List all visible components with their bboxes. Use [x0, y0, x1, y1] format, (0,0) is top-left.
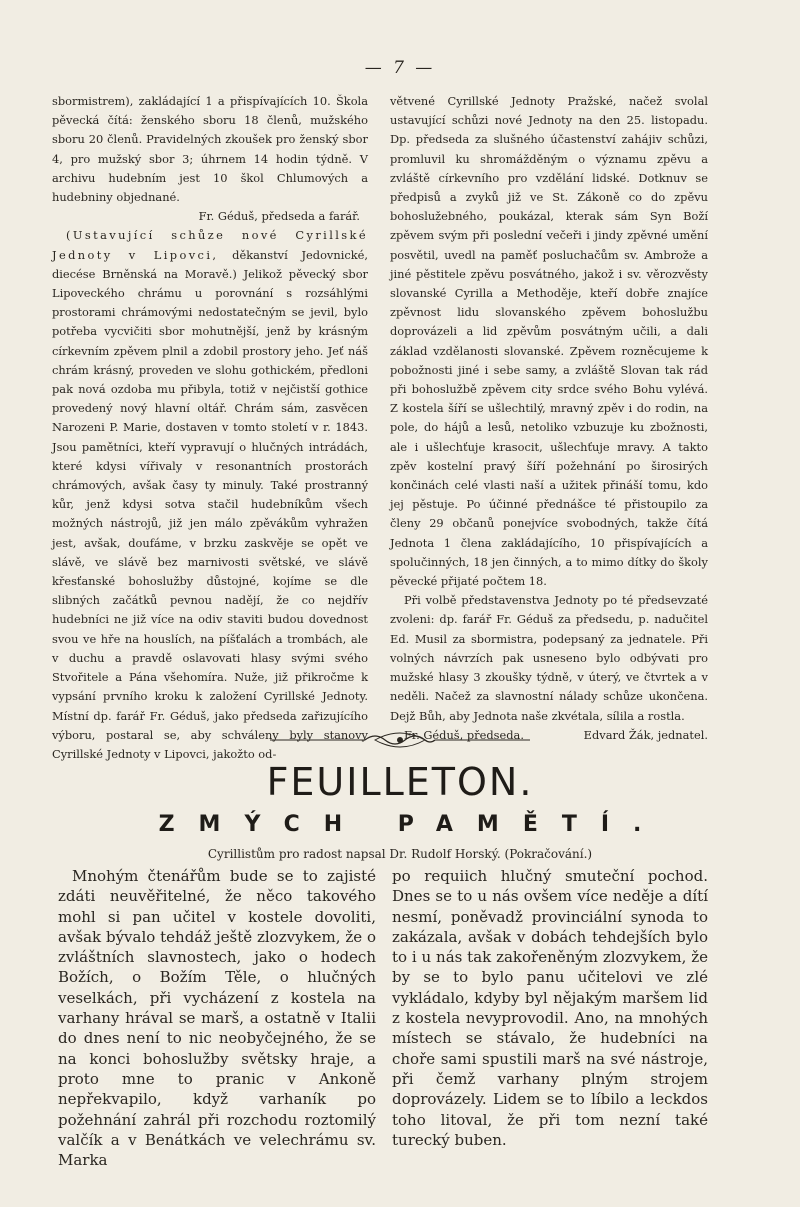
meeting-heading-spaced: (Ustavující schůze nové Cyrillské Jednoty v Lipovci, [52, 228, 368, 262]
feuilleton-right-text: po requiich hlučný smuteční pochod. Dnes se to u nás ovšem více neděje a dítí nesmí, poněvadž provinciální synoda to zakázala, avšak v dobách tehdejších bylo to i u nás tak zakořeněným zlozvykem, že by se to bylo panu učitelovi ve zlé vykládalo, kdyby byl nějakým maršem lid z kostela nevyprovodil. Ano, na mnohých místech se stávalo, že hudebníci na choře sami spustili marš na své nástroje, při čemž varhany plným strojem doprovázely. Lidem se to líbilo a leckdos toho litoval, že při tom nezní také turecký buben. [392, 867, 708, 1149]
right-column [390, 92, 708, 745]
feuilleton-subtitle: ZMÝCH PAMĚTÍ. [158, 812, 666, 837]
left-paragraph-2-text: děkanství Jedovnické, diecése Brněnská na Moravě.) Jelikož pěvecký sbor Lipoveckého chrámu u porovnání s rozsáhlými prostorami chrámovými nedostatečným se jevil, bylo potřeba vycvičiti sbor mohutnější, jenž by krásným církevním zpěvem plnil a zdobil prostory jeho. Jeť náš chrám krásný, proveden ve slohu gothickém, předloni pak nová ozdoba mu přibyla, totiž v nejčistší gothice provedený nový hlavní oltář. Chrám sám, zasvěcen Narozeni P. Marie, dostaven v tomto století v r. 1843. Jsou pamětníci, kteří vypravují o hlučných intrádách, které kdysi vířivaly v resonantních prostorách chrámových, avšak časy ty minuly. Také prostranný kůr, jenž kdysi sotva stačil hudebníkům všech možných nástrojů, již jen málo zpěvákům vyhražen jest, avšak, doufáme, v brzku zaskvěje se opět ve slávě, ve slávě bez marnivosti světské, ve slávě křesťanské bohoslužby důstojné, kojíme se dle slibných začátků pevnou nadějí, že co nejdřív hudebníci ne již více na odiv staviti budou dovednost svou ve hře na houslích, na píšťalách a trombách, ale v duchu a pravdě oslavovati hlasy svými svého Stvořitele a Pána všehomíra. Nuže, již přikročme k vypsání prvního kroku k založení Cyrillské Jednoty. Místní dp. farář Fr. Géduš, jako předseda zařizujícího výboru, postaral se, aby schváleny byly stanovy Cyrillské Jednoty v Lipovci, jakožto od- [52, 247, 368, 761]
right-paragraph-2: Při volbě představenstva Jednoty po té předsevzaté zvoleni: dp. farář Fr. Géduš za předsedu, p. nadučitel Ed. Musil za sbormistra, podepsaný za jednatele. Při volných návrzích pak usneseno bylo odbývati pro mužské hlasy 3 zkoušky týdně, v úterý, ve čtvrtek a v neděli. Načež za slavnostní nálady schůze ukončena. Dejž Bůh, aby Jednota naše zkvétala, sílila a rostla. [390, 593, 708, 723]
left-paragraph-2 [52, 226, 368, 764]
feuilleton-left-text: Mnohým čtenářům bude se to zajisté zdáti neuvěřitelné, že něco takového mohl si pan učitel v kostele dovoliti, avšak bývalo tehdáž ještě zlozvykem, že o zvláštních slavnostech, jako o hodech Božích, o Božím Těle, o hlučných veselkách, při vycházení z kostela na varhany hrával se marš, a ostatně v Italii do dnes není to nic neobyčejného, že se na konci bohoslužby světsky hraje, a proto mne to pranic v Ankoně nepřekvapilo, když varhaník po požehnání zahrál při rozchodu roztomilý valčík a v Benátkách ve velechrámu sv. Marka [58, 867, 376, 1170]
left-paragraph-1: sbormistrem), zakládající 1 a přispívajících 10. Škola pěvecká čítá: ženského sboru 18 členů, mužského sboru 20 členů. Pravidelných zkoušek pro ženský sbor 4, pro mužský sbor 3; úhrnem 14 hodin týdně. V archivu hudebním jest 10 škol Chlumových a hudebniny objednané. [52, 94, 368, 205]
feuilleton-left-column [58, 866, 376, 1170]
signature-chairman: Fr. Géduš, předseda. [404, 727, 524, 742]
feuilleton-right-column [392, 866, 708, 1150]
ornament-divider-icon [270, 728, 530, 752]
left-column [52, 92, 368, 764]
signature-secretary: Edvard Žák, jednatel. [583, 727, 708, 742]
feuilleton-byline: Cyrillistům pro radost napsal Dr. Rudolf Horský. (Pokračování.) [207, 847, 593, 861]
feuilleton-title: FEUILLETON. [266, 760, 534, 804]
right-paragraph-1: větvené Cyrillské Jednoty Pražské, načež svolal ustavující schůzi nové Jednoty na den 25. listopadu. Dp. předseda za slušného účastenství zahájiv schůzi, promluvil ku shromážděným o významu zpěvu a zvláště církevního pro vzdělání lidské. Dotknuv se předpisů a zvyků již ve St. Zákoně co do zpěvu bohoslužebného, poukázal, kterak sám Syn Boží zpěvem svým při poslední večeři i jindy zpěvné umění posvětil, uvedl na paměť posluchačům sv. Ambrože a jiné pěstitele zpěvu posvátného, jakož i sv. věrozvěsty slovanské Cyrilla a Methoděje, kteří dobře znajíce zpěvnost lidu slovanského zpěvem bohoslužbu doprovázeli a lid zpěvům posvátným učili, a dali základ vzdělanosti slovanské. Zpěvem rozněcujeme k pobožnosti jiné i sebe samy, a zvláště Slovan tak rád při bohoslužbě zpěvem city srdce svého Bohu vylévá. Z kostela šíří se ušlechtilý, mravný zpěv i do rodin, na pole, do hájů a lesů, netoliko vzbuzuje ku zbožnosti, ale i ušlechťuje krasocit, ušlechťuje mravy. A takto zpěv kostelní pravý šíří požehnání po širosirých končinách celé vlasti naší a užitek přináší tomu, kdo jej pěstuje. Po účinné přednášce té přistoupilo za členy 29 občanů ponejvíce svobodných, takže čítá Jednota 1 člena zakládajícího, 10 přispívajících a spolučinných, 18 jen činných, a to mimo dítky do školy pěvecké přijaté počtem 18. [390, 94, 708, 589]
page-number: — 7 — [364, 58, 436, 78]
left-signature: Fr. Géduš, předseda a farář. [198, 209, 360, 224]
